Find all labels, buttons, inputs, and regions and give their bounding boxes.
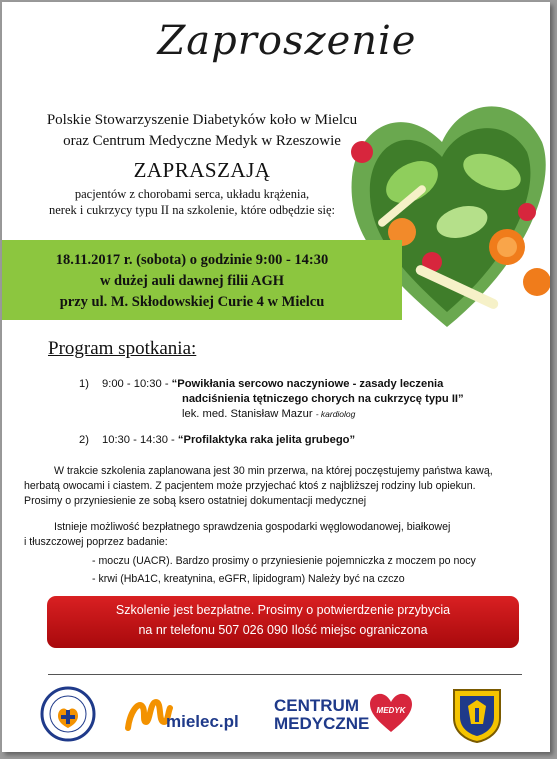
info-paragraph-1 [24, 464, 529, 509]
program-item-title: “Profilaktyka raka jelita grubego” [177, 434, 356, 446]
centrum-logo-line-1: CENTRUM [274, 696, 359, 715]
mielec-coat-of-arms [448, 684, 506, 744]
program-item-title-cont: nadciśnienia tętniczego chorych na cukrzycę typu II” [182, 393, 464, 405]
speaker-name: lek. med. Stanisław Mazur [182, 408, 313, 420]
centrum-logo-line-2: MEDYCZNE [274, 714, 370, 733]
info-p1-line-2: herbatą owocami i ciastem. Z pacjentem może przyjechać ktoś z najbliższej rodziny lub opiekun. [24, 480, 476, 492]
event-date-line: 18.11.2017 r. (sobota) o godzinie 9:00 - 14:30 [55, 252, 329, 268]
mielec-logo [124, 692, 244, 737]
program-item-time-text: 10:30 - 14:30 - [102, 434, 175, 446]
free-notice [47, 600, 519, 640]
page-title: Zaproszenie [157, 18, 417, 64]
organizer-line-2: oraz Centrum Medyczne Medyk w Rzeszowie [63, 133, 341, 149]
centrum-medyczne-logo [274, 697, 369, 733]
medyk-logo-text: MEDYK [376, 706, 406, 715]
invite-heading: ZAPRASZAJĄ [133, 158, 271, 182]
info-p2-line-2: i tłuszczowej poprzez badanie: [24, 536, 168, 548]
event-address-line: przy ul. M. Skłodowskiej Curie 4 w Mielcu [59, 294, 325, 310]
footer-divider [48, 674, 522, 675]
mielec-logo-text: mielec.pl [166, 712, 239, 731]
info-p1-line-1: W trakcie szkolenia zaplanowana jest 30 min przerwa, na której poczęstujemy państwa kawą, [54, 465, 493, 477]
intro-text [2, 186, 382, 218]
program-item-title: “Powikłania sercowo naczyniowe - zasady leczenia [171, 378, 444, 390]
program-item-time [102, 377, 443, 392]
test-item-urine: - moczu (UACR). Bardzo prosimy o przyniesienie pojemniczka z moczem po nocy [92, 555, 476, 567]
invitation-page [2, 2, 550, 752]
program-title: Program spotkania: [48, 338, 197, 359]
event-details [2, 250, 382, 313]
medyk-heart-icon [368, 692, 414, 734]
organizers [2, 110, 402, 152]
event-venue-line: w dużej auli dawnej filii AGH [99, 273, 285, 289]
info-p1-line-3: Prosimy o przyniesienie ze sobą ksero ostatniej dokumentacji medycznej [24, 495, 367, 507]
organizer-line-1: Polskie Stowarzyszenie Diabetyków koło w Mielcu [46, 112, 358, 128]
test-list [92, 554, 532, 587]
diabetes-society-logo [40, 686, 96, 742]
program-item-speaker [182, 407, 355, 422]
program-item-time-text: 9:00 - 10:30 - [102, 378, 169, 390]
program-item-number: 1) [79, 378, 89, 390]
program-item-time [102, 433, 355, 448]
intro-line-1: pacjentów z chorobami serca, układu krążenia, [74, 187, 310, 201]
notice-line-2: na nr telefonu 507 026 090 Ilość miejsc ograniczona [138, 623, 428, 637]
test-item-blood: - krwi (HbA1C, kreatynina, eGFR, lipidogram) Należy być na czczo [92, 573, 405, 585]
speaker-role: - kardiolog [315, 409, 356, 419]
info-p2-line-1: Istnieje możliwość bezpłatnego sprawdzenia gospodarki węglowodanowej, białkowej [54, 521, 451, 533]
intro-line-2: nerek i cukrzycy typu II na szkolenie, które odbędzie się: [49, 203, 335, 217]
notice-line-1: Szkolenie jest bezpłatne. Prosimy o potwierdzenie przybycia [115, 603, 451, 617]
program-item-number: 2) [79, 434, 89, 446]
info-paragraph-2 [24, 520, 529, 550]
